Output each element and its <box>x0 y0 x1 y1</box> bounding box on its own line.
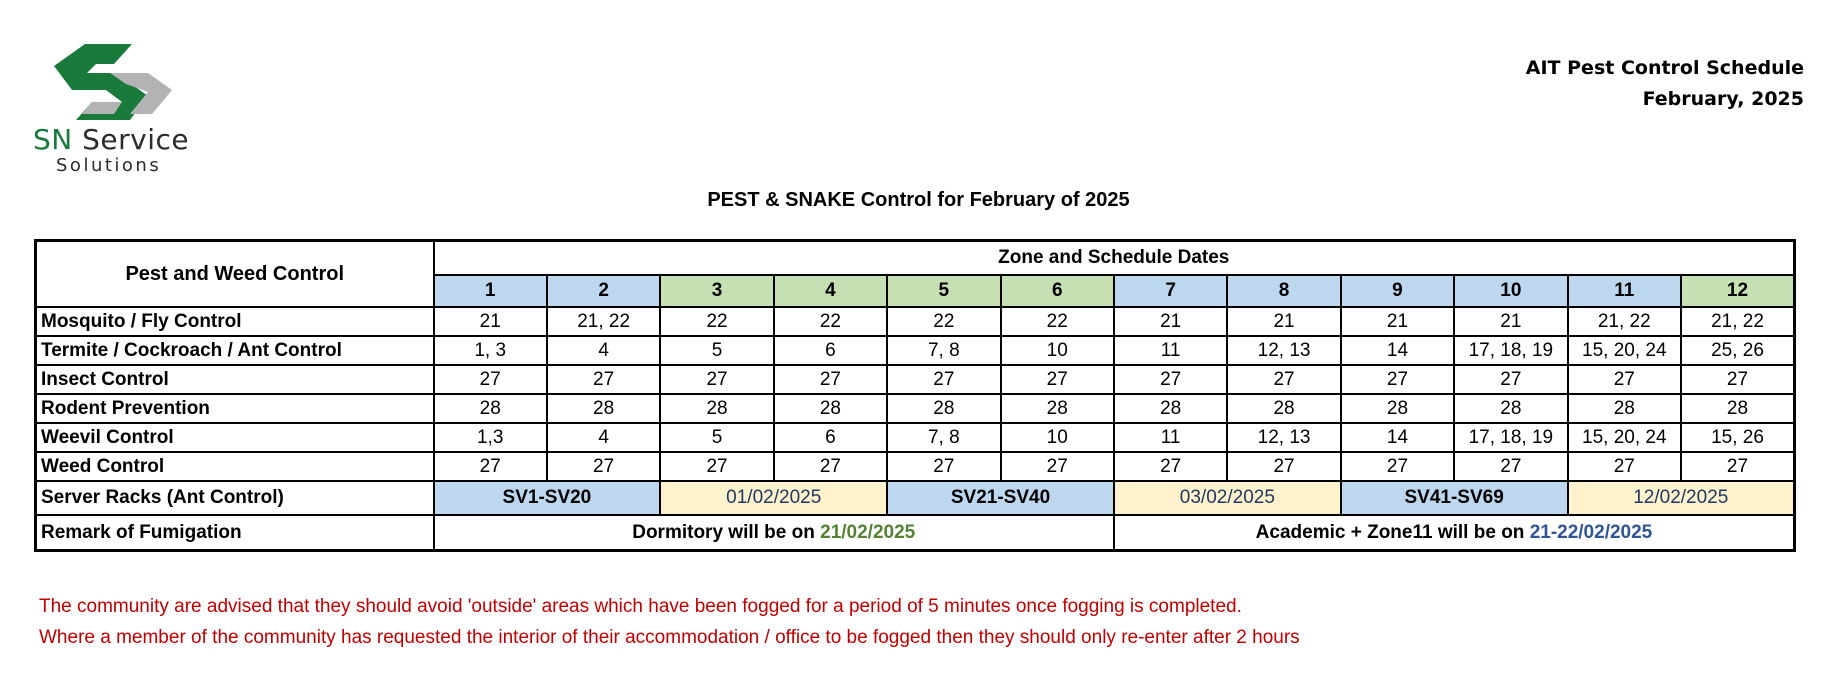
schedule-date-cell: 12, 13 <box>1227 336 1340 365</box>
schedule-date-cell: 21 <box>1454 307 1567 336</box>
server-rack-range: SV41-SV69 <box>1341 481 1568 515</box>
schedule-date-cell: 27 <box>1001 365 1114 394</box>
row-label: Weed Control <box>36 452 434 481</box>
schedule-date-cell: 27 <box>774 452 887 481</box>
fumigation-row <box>36 515 1795 551</box>
schedule-date-cell: 28 <box>547 394 660 423</box>
document-title <box>1526 53 1804 115</box>
schedule-date-cell: 21 <box>1227 307 1340 336</box>
schedule-date-cell: 21, 22 <box>1681 307 1795 336</box>
schedule-date-cell: 14 <box>1341 423 1454 452</box>
server-rack-date: 03/02/2025 <box>1114 481 1341 515</box>
schedule-date-cell: 27 <box>1114 365 1227 394</box>
table-row <box>36 307 1795 336</box>
schedule-date-cell: 22 <box>887 307 1000 336</box>
schedule-date-cell: 27 <box>547 365 660 394</box>
schedule-date-cell: 27 <box>1454 452 1567 481</box>
schedule-date-cell: 22 <box>774 307 887 336</box>
schedule-date-cell: 7, 8 <box>887 423 1000 452</box>
schedule-date-cell: 28 <box>660 394 773 423</box>
schedule-date-cell: 11 <box>1114 336 1227 365</box>
schedule-heading: PEST & SNAKE Control for February of 2025 <box>707 189 1130 211</box>
dormitory-remark <box>434 515 1114 551</box>
row-label: Insect Control <box>36 365 434 394</box>
schedule-date-cell: 1,3 <box>434 423 547 452</box>
schedule-date-cell: 27 <box>1114 452 1227 481</box>
schedule-date-cell: 28 <box>1568 394 1681 423</box>
zone-header-cell: 4 <box>774 275 887 307</box>
schedule-date-cell: 6 <box>774 423 887 452</box>
schedule-date-cell: 27 <box>660 452 773 481</box>
schedule-date-cell: 27 <box>1341 452 1454 481</box>
schedule-date-cell: 22 <box>660 307 773 336</box>
schedule-date-cell: 27 <box>547 452 660 481</box>
sn-logo-icon <box>52 44 172 120</box>
schedule-date-cell: 27 <box>1001 452 1114 481</box>
row-label: Mosquito / Fly Control <box>36 307 434 336</box>
company-logo <box>30 44 200 179</box>
schedule-date-cell: 28 <box>1001 394 1114 423</box>
schedule-date-cell: 27 <box>1681 365 1795 394</box>
row-label: Termite / Cockroach / Ant Control <box>36 336 434 365</box>
schedule-date-cell: 28 <box>434 394 547 423</box>
table-row <box>36 336 1795 365</box>
schedule-date-cell: 21, 22 <box>547 307 660 336</box>
table-row <box>36 365 1795 394</box>
server-rack-date: 01/02/2025 <box>660 481 887 515</box>
zone-header-cell: 2 <box>547 275 660 307</box>
schedule-date-cell: 28 <box>1341 394 1454 423</box>
schedule-date-cell: 22 <box>1001 307 1114 336</box>
schedule-date-cell: 28 <box>774 394 887 423</box>
schedule-date-cell: 10 <box>1001 336 1114 365</box>
schedule-date-cell: 6 <box>774 336 887 365</box>
schedule-date-cell: 17, 18, 19 <box>1454 423 1567 452</box>
schedule-date-cell: 28 <box>1681 394 1795 423</box>
zone-header-cell: 5 <box>887 275 1000 307</box>
schedule-table <box>34 239 1796 552</box>
server-rack-range: SV21-SV40 <box>887 481 1114 515</box>
schedule-date-cell: 27 <box>1341 365 1454 394</box>
server-rack-date: 12/02/2025 <box>1568 481 1795 515</box>
zone-header-cell: 12 <box>1681 275 1795 307</box>
schedule-date-cell: 12, 13 <box>1227 423 1340 452</box>
schedule-date-cell: 4 <box>547 336 660 365</box>
schedule-date-cell: 10 <box>1001 423 1114 452</box>
schedule-date-cell: 27 <box>1568 365 1681 394</box>
schedule-date-cell: 27 <box>774 365 887 394</box>
schedule-date-cell: 1, 3 <box>434 336 547 365</box>
server-racks-label: Server Racks (Ant Control) <box>36 481 434 515</box>
dormitory-remark-text: Dormitory will be on <box>632 521 821 543</box>
table-header-row <box>36 241 1795 276</box>
schedule-date-cell: 27 <box>660 365 773 394</box>
document-title-line1: AIT Pest Control Schedule <box>1525 57 1804 79</box>
zone-header-cell: 8 <box>1227 275 1340 307</box>
document-title-line2: February, 2025 <box>1642 88 1804 110</box>
schedule-date-cell: 27 <box>434 365 547 394</box>
logo-wordmark: SN Service <box>33 123 190 156</box>
schedule-date-cell: 7, 8 <box>887 336 1000 365</box>
schedule-date-cell: 28 <box>1454 394 1567 423</box>
row-label: Rodent Prevention <box>36 394 434 423</box>
schedule-date-cell: 15, 20, 24 <box>1568 336 1681 365</box>
schedule-date-cell: 27 <box>1568 452 1681 481</box>
schedule-date-cell: 5 <box>660 336 773 365</box>
schedule-date-cell: 15, 26 <box>1681 423 1795 452</box>
schedule-date-cell: 11 <box>1114 423 1227 452</box>
schedule-date-cell: 28 <box>887 394 1000 423</box>
zone-header-cell: 6 <box>1001 275 1114 307</box>
fumigation-label: Remark of Fumigation <box>36 515 434 551</box>
schedule-date-cell: 21, 22 <box>1568 307 1681 336</box>
schedule-date-cell: 15, 20, 24 <box>1568 423 1681 452</box>
zone-header-cell: 11 <box>1568 275 1681 307</box>
advisory-note-2: Where a member of the community has requested the interior of their accommodation / office to be fogged then they should only re-enter after 2 hours <box>39 627 1300 648</box>
schedule-date-cell: 27 <box>1454 365 1567 394</box>
zone-header-cell: 7 <box>1114 275 1227 307</box>
schedule-date-cell: 27 <box>1227 365 1340 394</box>
row-label: Weevil Control <box>36 423 434 452</box>
dormitory-date: 21/02/2025 <box>820 521 916 543</box>
table-row <box>36 423 1795 452</box>
schedule-date-cell: 25, 26 <box>1681 336 1795 365</box>
schedule-date-cell: 27 <box>887 452 1000 481</box>
schedule-date-cell: 21 <box>434 307 547 336</box>
table-row <box>36 452 1795 481</box>
advisory-note-1: The community are advised that they should avoid 'outside' areas which have been fogged for a period of 5 minutes once fogging is completed. <box>39 596 1242 617</box>
schedule-date-cell: 17, 18, 19 <box>1454 336 1567 365</box>
zone-header-cell: 10 <box>1454 275 1567 307</box>
server-racks-row <box>36 481 1795 515</box>
academic-remark <box>1114 515 1795 551</box>
schedule-date-cell: 21 <box>1114 307 1227 336</box>
schedule-date-cell: 28 <box>1114 394 1227 423</box>
academic-remark-text: Academic + Zone11 will be on <box>1255 521 1530 543</box>
pest-weed-header: Pest and Weed Control <box>36 241 434 308</box>
table-row <box>36 394 1795 423</box>
schedule-date-cell: 27 <box>434 452 547 481</box>
zone-header-cell: 3 <box>660 275 773 307</box>
schedule-date-cell: 27 <box>1227 452 1340 481</box>
schedule-date-cell: 27 <box>887 365 1000 394</box>
schedule-date-cell: 5 <box>660 423 773 452</box>
server-rack-range: SV1-SV20 <box>434 481 661 515</box>
zone-schedule-header: Zone and Schedule Dates <box>434 241 1795 276</box>
schedule-date-cell: 14 <box>1341 336 1454 365</box>
schedule-date-cell: 28 <box>1227 394 1340 423</box>
zone-header-cell: 9 <box>1341 275 1454 307</box>
schedule-date-cell: 27 <box>1681 452 1795 481</box>
academic-date: 21-22/02/2025 <box>1529 521 1653 543</box>
zone-header-cell: 1 <box>434 275 547 307</box>
schedule-date-cell: 4 <box>547 423 660 452</box>
schedule-date-cell: 21 <box>1341 307 1454 336</box>
logo-tagline: Solutions <box>56 155 162 176</box>
